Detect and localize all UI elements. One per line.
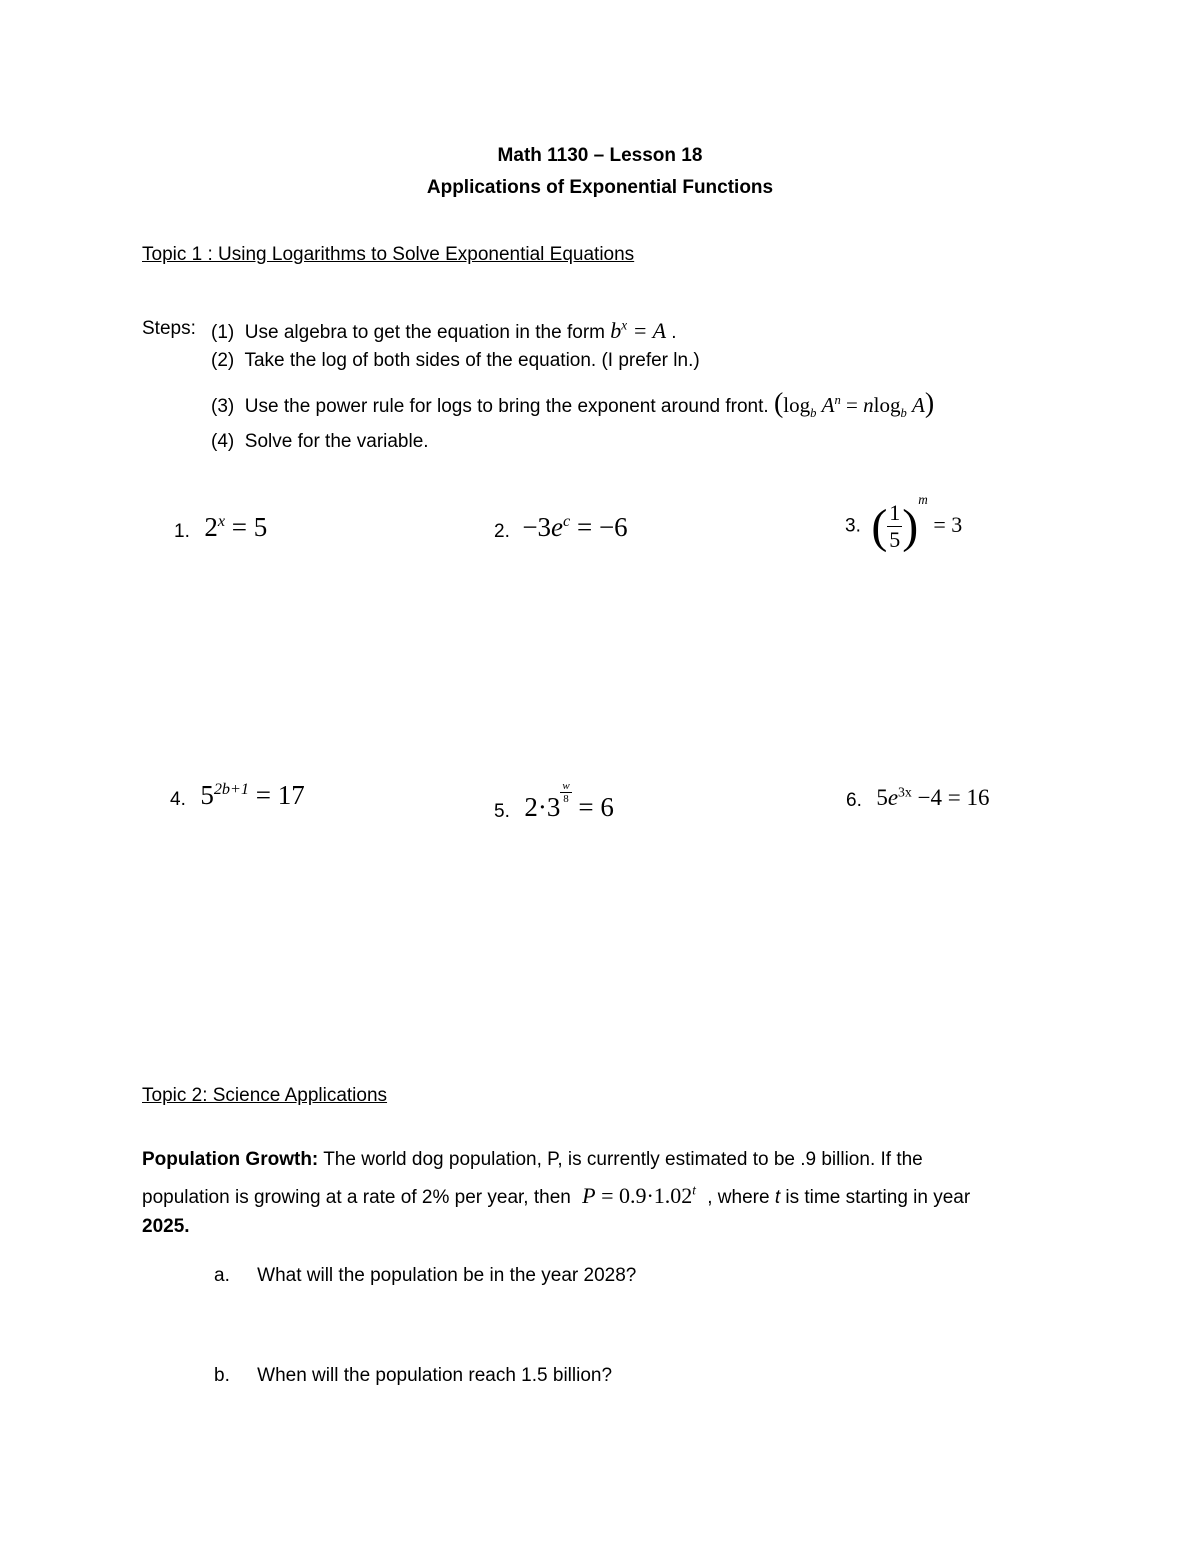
problem-number: 3. xyxy=(845,515,861,537)
problem-number: 5. xyxy=(494,800,510,822)
step-2 xyxy=(211,350,700,372)
population-paragraph-line3: 2025. xyxy=(142,1216,190,1237)
step-number: (2) xyxy=(211,350,235,371)
problem-equation: $-3e^c = -6$ xyxy=(522,512,628,542)
problem-3 xyxy=(845,492,963,553)
topic1-heading: Topic 1 : Using Logarithms to Solve Exponential Equations xyxy=(142,244,635,265)
question-a xyxy=(214,1265,636,1287)
step-3 xyxy=(211,388,934,420)
step-text: Solve for the variable. xyxy=(244,431,429,452)
problem-number: 1. xyxy=(174,520,190,542)
step-text: Use algebra to get the equation in the form xyxy=(244,322,605,343)
problem-equation: ( $\frac{1}{5}$ )$^m$ = 3 xyxy=(871,492,963,553)
step-text: Take the log of both sides of the equation. (I prefer ln.) xyxy=(244,350,700,371)
problem-2 xyxy=(494,512,628,543)
step-4 xyxy=(211,431,429,453)
problem-equation: 2$^x$ = 5 xyxy=(204,512,268,542)
problem-number: 4. xyxy=(170,788,186,810)
step-text: Use the power rule for logs to bring the exponent around front. xyxy=(244,396,769,417)
problem-number: 2. xyxy=(494,520,510,542)
question-text: When will the population reach 1.5 billion? xyxy=(257,1365,613,1386)
page-subtitle: Applications of Exponential Functions xyxy=(426,177,774,198)
problem-4 xyxy=(170,780,305,811)
problem-equation: $5^{2b+1} = 17$ xyxy=(200,780,305,810)
problem-equation: $5e^{3x} -4 = 16$ xyxy=(876,784,990,810)
problem-1 xyxy=(174,512,267,543)
step-number: (3) xyxy=(211,396,235,417)
problem-5 xyxy=(494,780,614,823)
problem-6 xyxy=(846,785,990,812)
question-label: b. xyxy=(214,1365,230,1386)
population-formula: $P = 0.9\cdot 1.02^t$ xyxy=(582,1182,696,1208)
page-title: Math 1130 – Lesson 18 xyxy=(497,145,703,166)
problem-equation: 2·3 $\frac{w}{8}$ = 6 xyxy=(524,780,614,822)
question-label: a. xyxy=(214,1265,230,1286)
step-number: (4) xyxy=(211,431,235,452)
population-label: Population Growth: xyxy=(142,1149,319,1170)
question-b xyxy=(214,1365,612,1387)
step-formula: $b^x = A$ xyxy=(610,317,667,343)
step-number: (1) xyxy=(211,322,235,343)
problem-number: 6. xyxy=(846,789,862,811)
population-paragraph-line2: population is growing at a rate of 2% per year, then $P = 0.9\cdot 1.02^t$ , where t is time starting in year xyxy=(142,1182,971,1208)
step-1: (1) Use algebra to get the equation in the form $b^x = A$ . xyxy=(211,317,677,343)
steps-label: Steps: xyxy=(142,318,196,339)
population-paragraph-line1: Population Growth: The world dog population, P, is currently estimated to be .9 billion. If the xyxy=(142,1149,923,1170)
power-rule-formula: ($\log_b$ $A^n = nlog_b$ A) xyxy=(773,388,935,421)
topic2-heading: Topic 2: Science Applications xyxy=(142,1085,388,1106)
question-text: What will the population be in the year 2028? xyxy=(257,1265,637,1286)
